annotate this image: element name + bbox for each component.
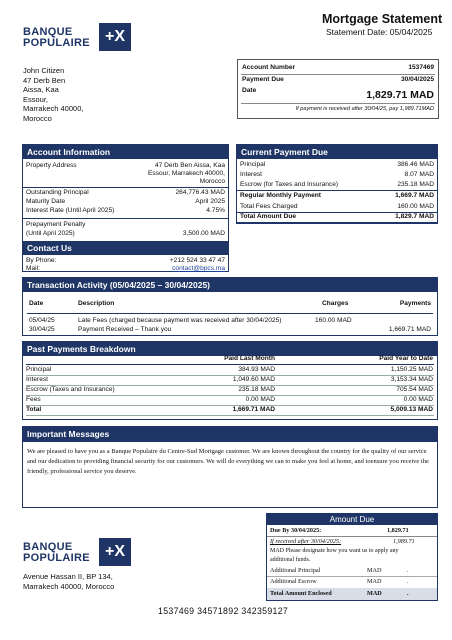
customer-name: John Citizen <box>23 66 65 75</box>
late-payment-note: If payment is received after 30/04/25, pay 1,989.71MAD <box>295 106 434 112</box>
col-paid-last-month: Paid Last Month <box>224 355 275 362</box>
paid-last-month: 1,049.60 MAD <box>232 376 275 383</box>
additional-funds-note: MAD Please designate how you want us to apply any additional funds. <box>270 548 399 563</box>
payment-row-label: Total Fees Charged <box>240 203 298 210</box>
payment-row-value: 160.00 MAD <box>397 203 434 210</box>
outstanding-principal: 264,776.43 MAD <box>175 189 225 196</box>
bank-logo-footer <box>23 537 138 569</box>
property-address <box>148 162 225 186</box>
amount-due-header: Amount Due <box>267 514 437 525</box>
payment-row-label: Total Amount Due <box>240 213 297 220</box>
transaction-activity-panel <box>22 277 438 336</box>
transaction-date: 30/04/25 <box>29 326 55 333</box>
payment-due-date: 30/04/2025 <box>400 76 434 83</box>
current-payment-header: Current Payment Due <box>237 145 437 159</box>
address-line: 47 Derb Ben <box>23 75 66 85</box>
paid-year-to-date: 705.54 MAD <box>396 386 433 393</box>
account-information-header: Account Information <box>23 145 228 159</box>
paid-year-to-date: 3,153.34 MAD <box>390 376 433 383</box>
property-address-label: Property Address <box>26 162 77 169</box>
transaction-date: 05/04/25 <box>29 317 55 324</box>
payment-row-value: 1,669.7 MAD <box>395 192 434 199</box>
paid-year-to-date: 1,150.25 MAD <box>390 366 433 373</box>
bank-logo <box>23 22 138 54</box>
col-payments: Payments <box>399 300 431 307</box>
important-messages-header: Important Messages <box>23 427 437 442</box>
phone-label: By Phone: <box>26 257 57 264</box>
amount-due-total: 1,829.71 MAD <box>366 89 434 101</box>
property-line: Essour, Marrakech 40000, <box>148 170 225 177</box>
payment-row-label: Principal <box>240 161 266 168</box>
total-enclosed-field[interactable]: . <box>407 590 409 597</box>
total-enclosed-label: Total Amount Enclosed <box>270 590 332 597</box>
paid-last-month: 0.00 MAD <box>245 396 275 403</box>
property-line: 47 Derb Ben Aissa, Kaa <box>154 162 225 169</box>
property-line: Morocco <box>199 178 225 185</box>
payment-due-label: Payment Due <box>242 76 284 83</box>
account-information-panel <box>22 144 229 272</box>
transaction-activity-header: Transaction Activity (05/04/2025 – 30/04/2025) <box>23 278 437 292</box>
payment-row-value: 386.46 MAD <box>397 161 434 168</box>
address-line: Morocco <box>23 113 52 123</box>
prepayment-penalty-label: Prepayment Penalty <box>26 221 86 228</box>
contact-us-header: Contact Us <box>23 241 228 255</box>
past-payment-label: Principal <box>26 366 52 373</box>
address-line: Aissa, Kaa <box>23 85 59 95</box>
past-payment-label: Fees <box>26 396 41 403</box>
paid-year-to-date: 0.00 MAD <box>403 396 433 403</box>
address-line: Essour, <box>23 94 49 104</box>
prepayment-penalty-until: (Until April 2025) <box>26 230 75 237</box>
prepayment-penalty: 3,500.00 MAD <box>182 230 225 237</box>
additional-principal-label: Additional Principal <box>270 567 321 574</box>
additional-escrow-currency: MAD <box>367 578 382 585</box>
past-payments-header: Past Payments Breakdown <box>23 342 437 356</box>
row-divider <box>26 395 434 396</box>
col-date: Date <box>29 300 44 307</box>
col-paid-year-to-date: Paid Year to Date <box>379 355 433 362</box>
statement-title: Mortgage Statement <box>322 12 443 26</box>
logo-line1: BANQUE <box>23 541 73 553</box>
transaction-payments: 1,669.71 MAD <box>388 326 431 333</box>
current-payment-panel <box>236 144 438 224</box>
bank-address-line: Avenue Hassan II, BP 134, <box>23 572 113 581</box>
email-link[interactable]: contact@bpcs.ma <box>172 265 225 272</box>
after-date-value: 1,989.71 <box>393 538 415 545</box>
payment-row-value: 8.07 MAD <box>404 171 434 178</box>
additional-principal-field[interactable]: . <box>407 567 409 574</box>
past-payment-label: Escrow (Taxes and Insurance) <box>26 386 115 393</box>
bank-address-line: Marrakech 40000, Morocco <box>23 581 115 591</box>
additional-escrow-label: Additional Escrow <box>270 578 317 585</box>
paid-last-month: 1,669.71 MAD <box>232 406 275 413</box>
summary-box <box>237 59 439 119</box>
transaction-charges: 160.00 MAD <box>315 317 352 324</box>
due-by-value: 1,829.71 <box>387 527 409 534</box>
interest-rate-label: Interest Rate (Until April 2025) <box>26 207 115 214</box>
payment-row-label: Escrow (for Taxes and Insurance) <box>240 181 339 188</box>
logo-mark-icon <box>99 538 131 566</box>
important-messages-text: We are pleased to have you as a Banque Populaire du Centre-Sud Mortgage customer. We are known throughout the country for the quality of our service and our dedication to providing financial security for our customers. We will do everything we can to make you feel at home, and toensure you receive the friendly, professional service you deserve. <box>27 448 429 476</box>
logo-line1: BANQUE <box>23 26 73 38</box>
account-number-label: Account Number <box>242 64 296 71</box>
logo-line2: POPULAIRE <box>23 552 90 564</box>
total-enclosed-row <box>267 588 437 600</box>
row-divider <box>26 364 434 365</box>
logo-line2: POPULAIRE <box>23 37 90 49</box>
account-number: 1537469 <box>408 64 434 71</box>
mail-label: Mail: <box>26 265 40 272</box>
row-divider <box>237 190 437 191</box>
past-payment-label: Interest <box>26 376 48 383</box>
paid-last-month: 235.18 MAD <box>238 386 275 393</box>
row-divider <box>26 415 434 416</box>
payment-row-value: 235.18 MAD <box>397 181 434 188</box>
interest-rate: 4.75% <box>206 207 225 214</box>
outstanding-principal-label: Outstanding Principal <box>26 189 89 196</box>
transaction-description: Late Fees (charged because payment was received after 30/04/2025) <box>78 317 282 324</box>
past-payments-panel <box>22 341 438 420</box>
past-payment-label: Total <box>26 406 42 413</box>
transaction-description: Payment Received – Thank you <box>78 326 172 333</box>
payment-row-label: Regular Monthly Payment <box>240 192 321 199</box>
date-label: Date <box>242 87 257 94</box>
phone-number[interactable]: +212 524 33 47 47 <box>169 257 225 264</box>
col-charges: Charges <box>322 300 349 307</box>
address-line: Marrakech 40000, <box>23 104 84 114</box>
row-divider <box>26 375 434 376</box>
row-divider <box>237 222 437 223</box>
important-messages-panel <box>22 426 438 508</box>
total-enclosed-currency: MAD <box>367 590 382 597</box>
bank-address <box>23 572 114 591</box>
after-date-label: If received after 30/04/2025: <box>270 538 342 545</box>
additional-escrow-field[interactable]: . <box>407 578 409 585</box>
maturity-date: April 2025 <box>195 198 225 205</box>
customer-address <box>23 66 83 124</box>
row-divider <box>26 405 434 406</box>
payment-row-label: Interest <box>240 171 262 178</box>
amount-due-panel <box>266 513 438 601</box>
logo-mark-text: +X <box>104 543 125 560</box>
logo-mark-text: +X <box>104 28 125 45</box>
paid-last-month: 384.93 MAD <box>238 366 275 373</box>
payment-row-value: 1,829.7 MAD <box>395 213 434 220</box>
maturity-date-label: Maturity Date <box>26 198 66 205</box>
logo-mark-icon <box>99 23 131 51</box>
payment-code-line: 1537469 34571892 342359127 <box>158 606 289 616</box>
statement-date: Statement Date: 05/04/2025 <box>326 27 433 37</box>
due-by-label: Due By 30/04/2025: <box>270 527 322 534</box>
additional-principal-currency: MAD <box>367 567 382 574</box>
col-description: Description <box>78 300 115 307</box>
paid-year-to-date: 5,009.13 MAD <box>390 406 433 413</box>
